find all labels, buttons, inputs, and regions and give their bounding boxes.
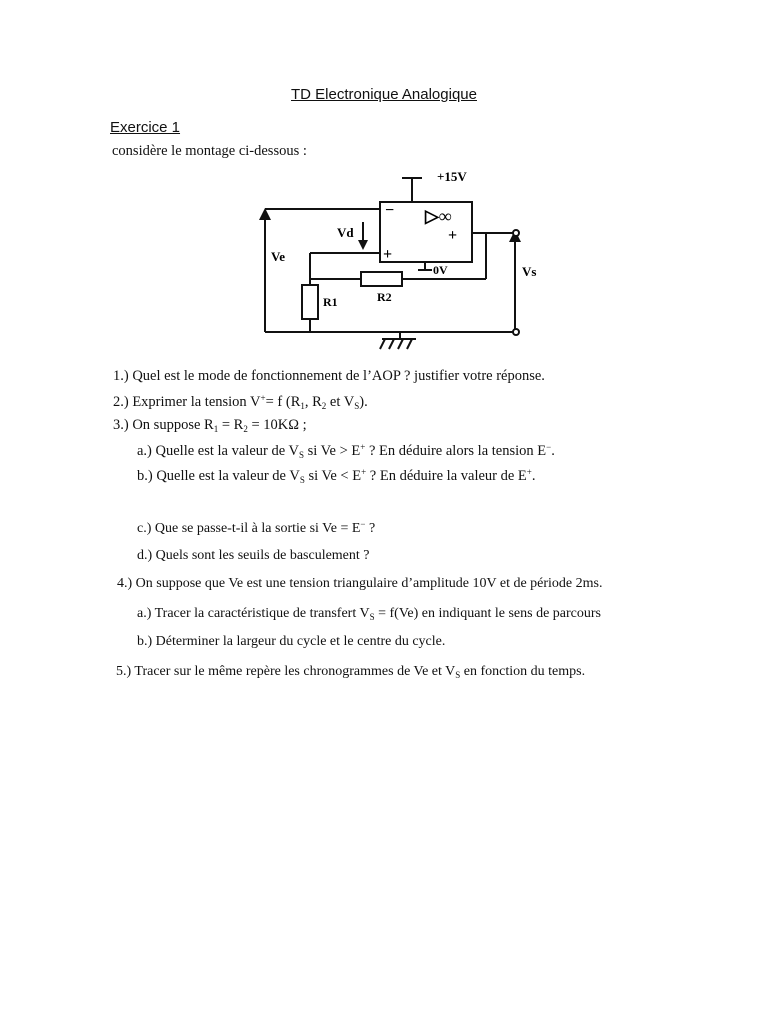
question-2: 2.) Exprimer la tension V+= f ($R_1$, $R_2$ et $V_S$).: [113, 393, 368, 411]
question-3: 3.) On suppose $R_1 = R_2 = 10K\Omega$ ;: [113, 417, 307, 434]
vd-label: Vd: [337, 225, 354, 240]
question-4b: b.) Déterminer la largeur du cycle et le centre du cycle.: [137, 634, 446, 649]
question-3c: c.) Que se passe-t-il à la sortie si Ve = E− ?: [137, 519, 376, 536]
opamp-symbol: ▷∞: [425, 206, 452, 226]
r2-label: R2: [377, 290, 392, 304]
question-4a: a.) Tracer la caractéristique de transfert $V_S = f(Ve)$ en indiquant le sens de parcours: [137, 606, 601, 622]
r2-resistor: [361, 272, 402, 286]
intro-text: considère le montage ci-dessous :: [112, 143, 307, 159]
question-5: 5.) Tracer sur le même repère les chronogrammes de Ve et $V_S$ en fonction du temps.: [116, 664, 586, 680]
minus-sign: −: [385, 202, 395, 219]
exercise-heading: Exercice 1: [110, 119, 181, 136]
output-terminal-top: [513, 230, 519, 236]
page-title: TD Electronique Analogique: [291, 86, 477, 103]
zero-volt-label: 0V: [433, 263, 448, 277]
supply-label: +15V: [437, 169, 467, 184]
circuit-diagram: [250, 162, 550, 357]
plus-input-sign: +: [383, 246, 393, 263]
vs-label: Vs: [522, 264, 537, 279]
output-terminal-bottom: [513, 329, 519, 335]
question-3d: d.) Quels sont les seuils de basculement ?: [137, 548, 370, 563]
question-3a: a.) Quelle est la valeur de $V_S$ si Ve > E+ ? En déduire alors la tension E−.: [137, 442, 555, 460]
question-1: 1.) Quel est le mode de fonctionnement de l’AOP ? justifier votre réponse.: [113, 368, 545, 384]
ve-label: Ve: [271, 249, 285, 264]
r1-resistor: [302, 285, 318, 319]
question-3b: b.) Quelle est la valeur de $V_S$ si Ve < E+ ? En déduire la valeur de E+.: [137, 467, 536, 485]
r1-label: R1: [323, 295, 338, 309]
vd-arrow-head: [358, 240, 368, 250]
plus-output-sign: +: [448, 227, 458, 244]
question-4: 4.) On suppose que Ve est une tension triangulaire d’amplitude 10V et de période 2ms.: [117, 576, 603, 591]
